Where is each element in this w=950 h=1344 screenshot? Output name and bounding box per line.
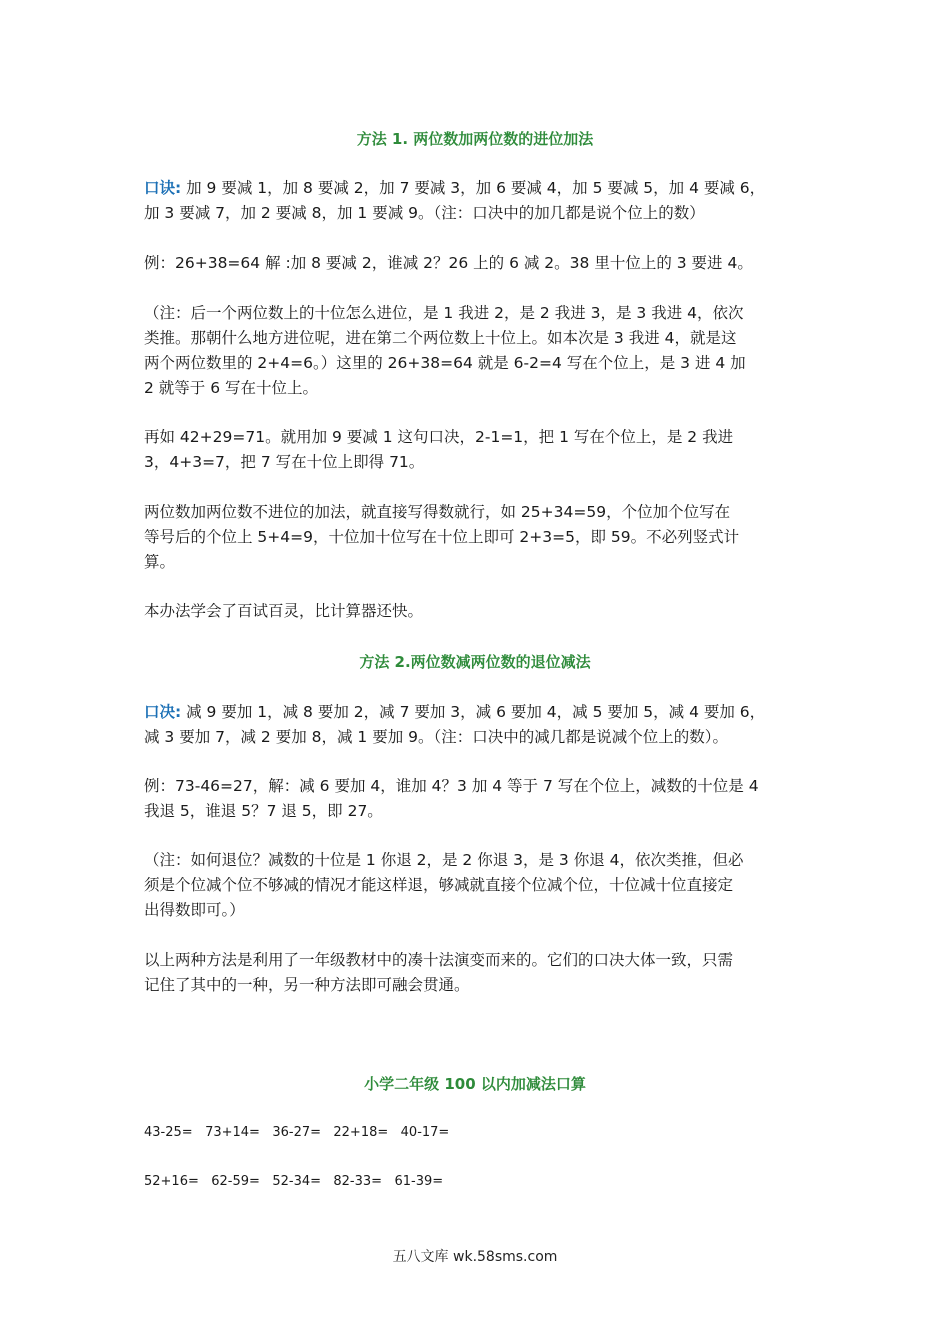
section1-rule-text-1: 加 9 要减 1，加 8 要减 2，加 7 要减 3，加 6 要减 4，加 5 要减 5，加 4 要减 6，	[181, 179, 766, 197]
section1-rule-label: 口诀:	[144, 179, 182, 197]
footer-watermark: 五八文库 wk.58sms.com	[392, 1249, 558, 1265]
section1-example2	[144, 425, 814, 475]
section1-example2-line-1: 再如 42+29=71。就用加 9 要减 1 这句口决，2-1=1，把 1 写在个位上，是 2 我进	[144, 428, 734, 446]
section3-title: 小学二年级 100 以内加减法口算	[364, 1075, 586, 1093]
section1-example2-line-2: 3，4+3=7，把 7 写在十位上即得 71。	[144, 453, 425, 471]
section1-noncarry-line-3: 算。	[144, 553, 176, 571]
section2-rule	[144, 700, 814, 750]
section2-note-line-3: 出得数即可。）	[144, 901, 245, 919]
section1-example	[144, 251, 814, 276]
section1-rule-line-1	[144, 176, 814, 201]
section1-note-line-1: （注：后一个两位数上的十位怎么进位，是 1 我进 2，是 2 我进 3，是 3 我进 4，依次	[144, 304, 744, 322]
section2-example-line-2: 我退 5，谁退 5？7 退 5，即 27。	[144, 802, 383, 820]
section1-conclusion-line: 本办法学会了百试百灵，比计算器还快。	[144, 602, 424, 620]
section2-rule-line-2: 减 3 要加 7，减 2 要加 8，减 1 要加 9。（注：口决中的减几都是说减个位上的数）。	[144, 728, 729, 746]
section2-rule-line-1	[144, 700, 814, 725]
section1-note-line-2: 类推。那朝什么地方进位呢，进在第二个两位数上十位上。如本次是 3 我进 4，就是这	[144, 329, 737, 347]
section2-summary-line-2: 记住了其中的一种，另一种方法即可融会贯通。	[144, 976, 470, 994]
section1-noncarry	[144, 500, 814, 575]
section1-note-line-4: 2 就等于 6 写在十位上。	[144, 379, 319, 397]
section2-example	[144, 774, 814, 824]
section1-example-line: 例：26+38=64 解 :加 8 要减 2，谁减 2？26 上的 6 减 2。38 里十位上的 3 要进 4。	[144, 254, 753, 272]
section1-rule	[144, 176, 814, 226]
section1-note	[144, 301, 814, 401]
section2-note	[144, 848, 814, 923]
exercise-row-1: 43-25= 73+14= 36-27= 22+18= 40-17=	[144, 1125, 450, 1140]
exercise-row-2: 52+16= 62-59= 52-34= 82-33= 61-39=	[144, 1174, 444, 1189]
section1-title: 方法 1. 两位数加两位数的进位加法	[356, 130, 594, 148]
section1-conclusion	[144, 599, 814, 624]
section2-title: 方法 2.两位数减两位数的退位减法	[359, 653, 591, 671]
section2-rule-text-1: 减 9 要加 1，减 8 要加 2，减 7 要加 3，减 6 要加 4，减 5 要加 5，减 4 要加 6，	[181, 703, 766, 721]
section2-summary	[144, 948, 814, 998]
section1-noncarry-line-1: 两位数加两位数不进位的加法，就直接写得数就行，如 25+34=59，个位加个位写在	[144, 503, 731, 521]
section2-summary-line-1: 以上两种方法是利用了一年级教材中的凑十法演变而来的。它们的口决大体一致，只需	[144, 951, 734, 969]
section1-noncarry-line-2: 等号后的个位上 5+4=9，十位加十位写在十位上即可 2+3=5，即 59。不必列竖式计	[144, 528, 740, 546]
section1-rule-line-2: 加 3 要减 7，加 2 要减 8，加 1 要减 9。（注：口决中的加几都是说个位上的数）	[144, 204, 705, 222]
section2-note-line-1: （注：如何退位？减数的十位是 1 你退 2，是 2 你退 3，是 3 你退 4，依次类推，但必	[144, 851, 744, 869]
section1-note-line-3: 两个两位数里的 2+4=6。）这里的 26+38=64 就是 6-2=4 写在个位上，是 3 进 4 加	[144, 354, 746, 372]
section2-rule-label: 口决:	[144, 703, 182, 721]
section2-example-line-1: 例：73-46=27，解：减 6 要加 4，谁加 4？3 加 4 等于 7 写在个位上，减数的十位是 4	[144, 777, 759, 795]
section2-note-line-2: 须是个位减个位不够减的情况才能这样退，够减就直接个位减个位，十位减十位直接定	[144, 876, 734, 894]
